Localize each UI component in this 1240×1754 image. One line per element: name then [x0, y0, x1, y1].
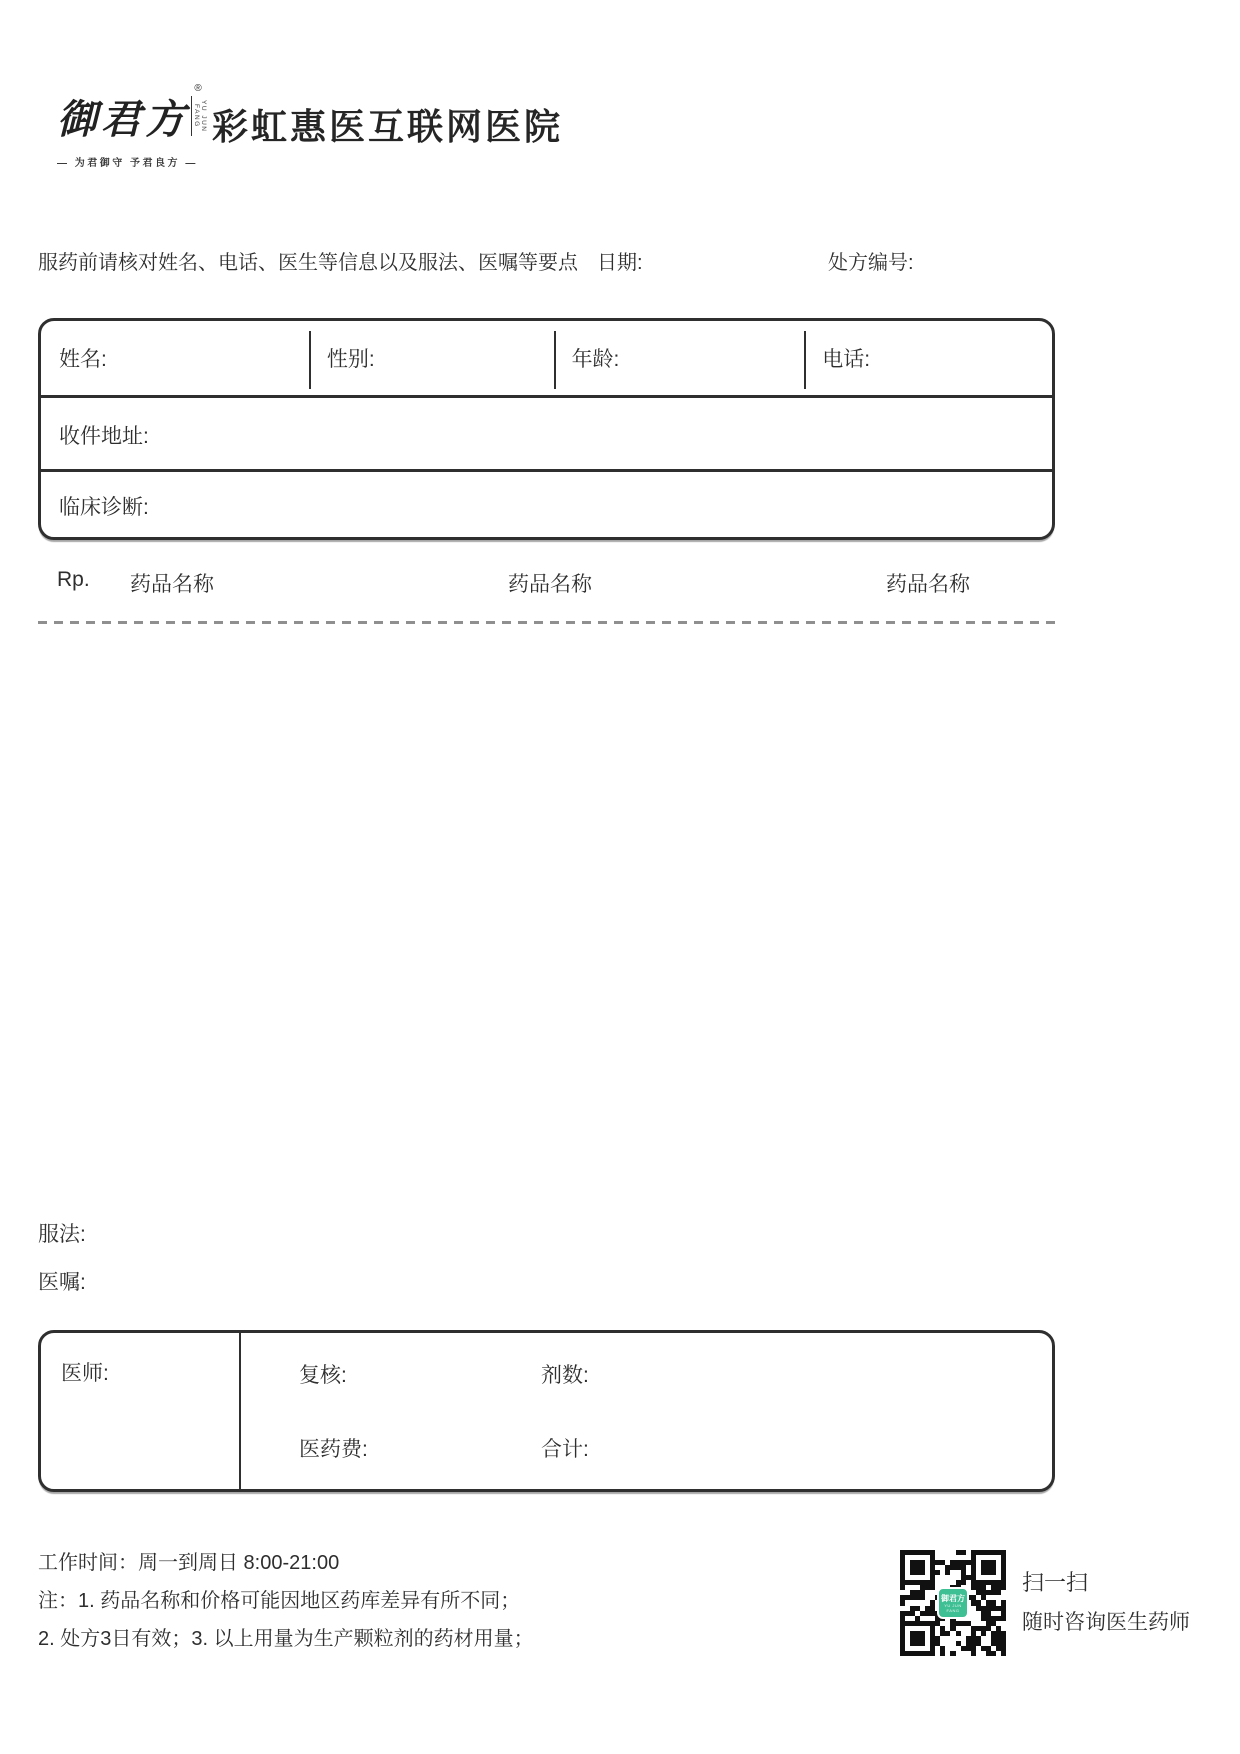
- phone-label: 电话:: [822, 348, 871, 371]
- total-label: 合计:: [541, 1438, 589, 1461]
- rx-number-label: 处方编号:: [828, 252, 914, 274]
- medicine-fee-label: 医药费:: [299, 1438, 368, 1461]
- notice-row: [38, 246, 1055, 272]
- rp-header-row: [38, 568, 1055, 596]
- reviewer-label: 复核:: [299, 1364, 347, 1387]
- name-field: [41, 321, 309, 395]
- note-line-1: 注：1. 药品名称和价格可能因地区药库差异有所不同；: [38, 1590, 521, 1612]
- brand-tagline: — 为君御守 予君良方 —: [57, 158, 198, 169]
- hospital-name: 彩虹惠医互联网医院: [212, 106, 564, 147]
- address-label: 收件地址:: [59, 425, 149, 448]
- qr-center-logo-subtext: YU JUN FANG: [944, 1602, 962, 1613]
- phone-field: [804, 321, 1052, 395]
- drug-name-header-1: 药品名称: [130, 573, 214, 596]
- brand-logo: [57, 83, 207, 169]
- scan-sub-label: 随时咨询医生药师: [1022, 1611, 1190, 1634]
- patient-row-basic: [41, 321, 1052, 398]
- doctor-field: [41, 1333, 241, 1489]
- signoff-box: [38, 1330, 1055, 1492]
- gender-label: 性别:: [326, 348, 375, 371]
- name-label: 姓名:: [59, 348, 107, 371]
- usage-label: 服法:: [38, 1223, 86, 1246]
- rp-divider-dashed-line: [38, 621, 1055, 624]
- drug-name-header-3: 药品名称: [886, 573, 970, 596]
- registered-trademark-icon: ®: [194, 83, 202, 94]
- signoff-right-panel: [241, 1333, 1052, 1489]
- note-line-2: 2. 处方3日有效；3. 以上用量为生产颗粒剂的药材用量；: [38, 1628, 534, 1650]
- qr-center-logo: [937, 1587, 969, 1619]
- date-label: 日期:: [597, 252, 643, 274]
- patient-info-box: [38, 318, 1055, 540]
- age-label: 年龄:: [571, 348, 620, 371]
- drug-name-header-2: 药品名称: [508, 573, 592, 596]
- brand-logo-side: [191, 84, 205, 136]
- diagnosis-label: 临床诊断:: [59, 496, 149, 519]
- qr-center-logo-text: 御君方: [941, 1593, 965, 1603]
- doctor-advice-label: 医嘱:: [38, 1271, 86, 1294]
- scan-label: 扫一扫: [1022, 1570, 1089, 1595]
- brand-logo-main: [57, 83, 207, 145]
- brand-pinyin-text: YU JUN FANG: [191, 96, 207, 136]
- diagnosis-field: [41, 475, 1052, 537]
- doctor-label: 医师:: [61, 1362, 109, 1385]
- age-field: [554, 321, 805, 395]
- working-hours: 工作时间：周一到周日 8:00-21:00: [38, 1552, 340, 1574]
- dose-count-label: 剂数:: [541, 1364, 589, 1387]
- address-field: [41, 401, 1052, 472]
- verification-notice: 服药前请核对姓名、电话、医生等信息以及服法、医嘱等要点: [38, 252, 578, 274]
- rp-label: Rp.: [57, 568, 90, 591]
- brand-logo-text: 御君方: [57, 96, 189, 143]
- qr-code: [900, 1550, 1006, 1656]
- gender-field: [309, 321, 554, 395]
